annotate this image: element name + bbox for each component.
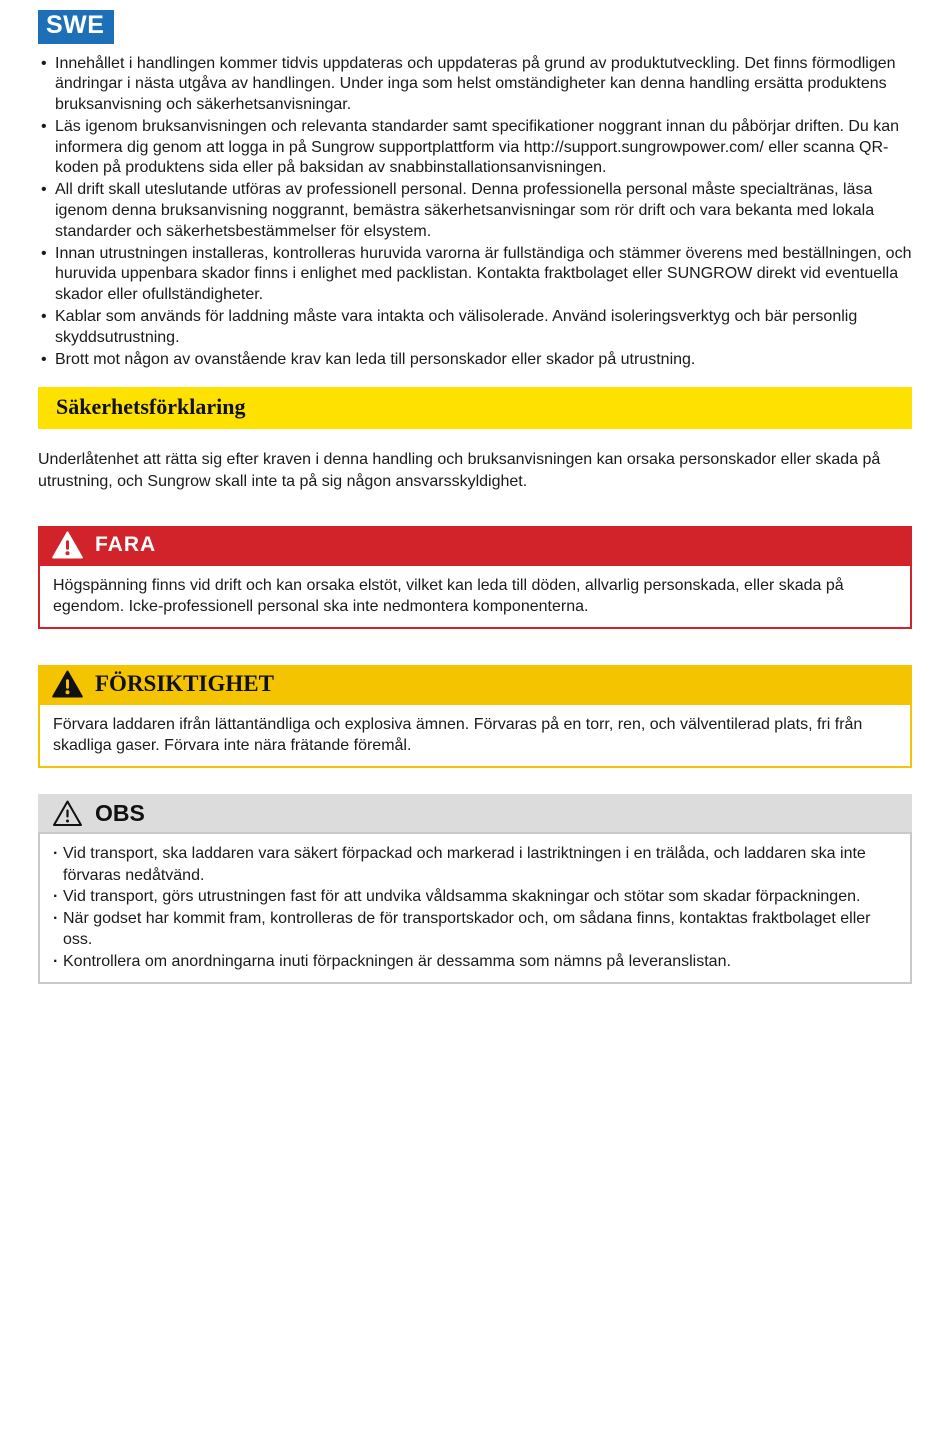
language-badge: SWE (38, 10, 114, 44)
danger-box (38, 526, 912, 629)
intro-bullet: • Innehållet i handlingen kommer tidvis uppdateras och uppdateras på grund av produktutveckling. Det finns förmodligen ändringar i nästa utgåva av handlingen. Under inga som helst omständigheter kan denna handling ersätta produktens bruksanvisning och säkerhetsanvisningar. (38, 54, 912, 116)
section-title-band: Säkerhetsförklaring (38, 387, 912, 429)
notice-item: · När godset har kommit fram, kontrolleras de för transportskador och, om sådana finns, kontaktas fraktbolaget eller oss. (53, 908, 897, 951)
intro-bullet-list (38, 54, 912, 371)
caution-box-title: FÖRSIKTIGHET (95, 670, 274, 696)
intro-bullet: • Kablar som används för laddning måste vara intakta och välisolerade. Använd isoleringsverktyg och bär personlig skyddsutrustning. (38, 307, 912, 349)
intro-bullet: • All drift skall uteslutande utföras av professionell personal. Denna professionella personal måste specialtränas, läsa igenom denna bruksanvisning noggrannt, bemästra säkerhetsanvisningar som rör drift och vara bekanta med lokala standarder och säkerhetsbestämmelser för elsystem. (38, 180, 912, 242)
notice-item: · Kontrollera om anordningarna inuti förpackningen är dessamma som nämns på leveranslistan. (53, 951, 897, 973)
notice-box (38, 794, 912, 984)
notice-box-title: OBS (95, 799, 145, 826)
warning-triangle-icon (52, 670, 83, 698)
caution-box-header (38, 665, 912, 703)
intro-bullet: • Brott mot någon av ovanstående krav kan leda till personskador eller skador på utrustning. (38, 350, 912, 371)
notice-list (53, 843, 897, 973)
notice-item: · Vid transport, görs utrustningen fast för att undvika våldsamma skakningar och stötar som skadar förpackningen. (53, 886, 897, 908)
danger-box-title: FARA (95, 532, 157, 556)
danger-box-body: Högspänning finns vid drift och kan orsaka elstöt, vilket kan leda till döden, allvarlig personskada, eller skada på egendom. Icke-professionell personal ska inte nedmontera komponenterna. (38, 564, 912, 629)
notice-box-header (38, 794, 912, 832)
notice-box-body (38, 832, 912, 984)
notice-item: · Vid transport, ska laddaren vara säkert förpackad och markerad i lastriktningen i en trälåda, och laddaren ska inte förvaras nedåtvänd. (53, 843, 897, 886)
caution-box-body: Förvara laddaren ifrån lättantändliga och explosiva ämnen. Förvaras på en torr, ren, och välventilerad plats, fri från skadliga gaser. Förvara inte nära frätande föremål. (38, 703, 912, 768)
warning-triangle-outline-icon (52, 799, 83, 827)
section-paragraph: Underlåtenhet att rätta sig efter kraven i denna handling och bruksanvisningen kan orsaka personskador eller skada på utrustning, och Sungrow skall inte ta på sig någon ansvarsskyldighet. (38, 451, 881, 490)
caution-box (38, 665, 912, 768)
warning-triangle-icon (52, 531, 83, 559)
intro-bullet: • Innan utrustningen installeras, kontrolleras huruvida varorna är fullständiga och stämmer överens med beställningen, och huruvida uppenbara skador finns i enlighet med packlistan. Kontakta fraktbolaget eller SUNGROW direkt vid eventuella skador eller ofullständigheter. (38, 244, 912, 306)
intro-bullet: • Läs igenom bruksanvisningen och relevanta standarder samt specifikationer noggrant innan du påbörjar driften. Du kan informera dig genom att logga in på Sungrow supportplattform via http://support.sungrowpower.com/ eller scanna QR-koden på produktens sida eller på baksidan av snabbinstallationsanvisningen. (38, 117, 912, 179)
danger-box-header (38, 526, 912, 564)
